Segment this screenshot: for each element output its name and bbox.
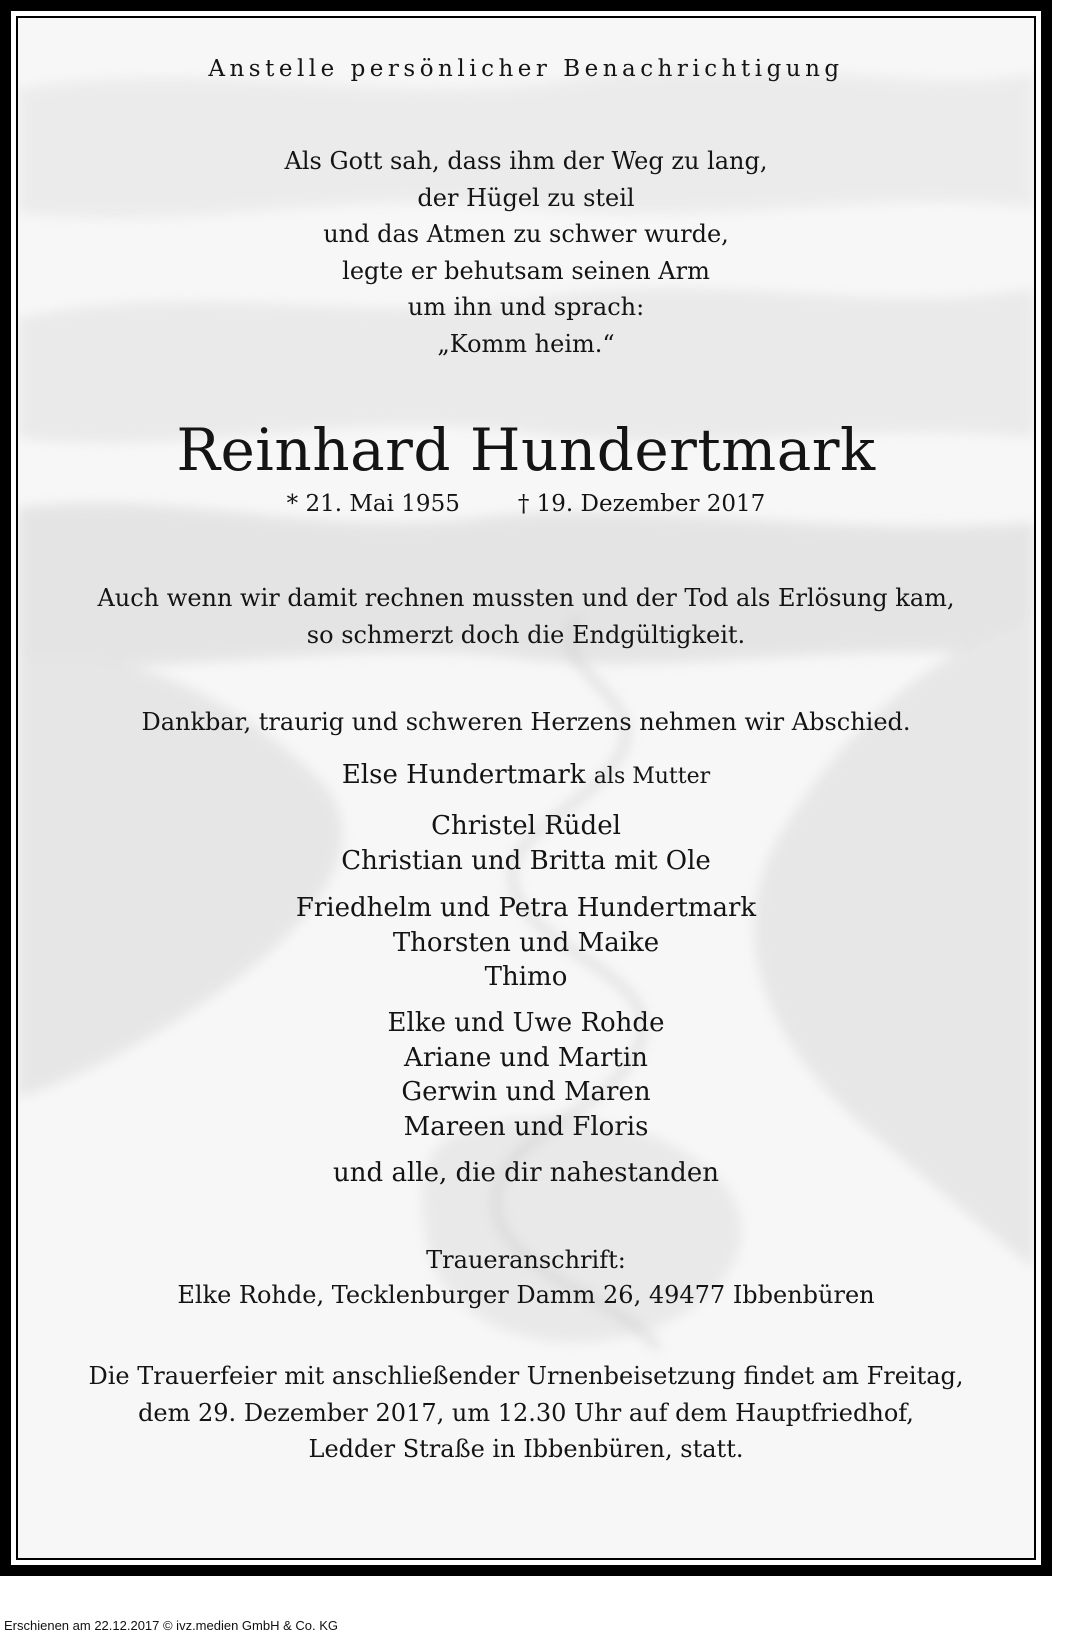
- condolence-message: [18, 580, 1034, 654]
- mourner-name: Ariane und Martin: [404, 1042, 648, 1073]
- farewell-line: Dankbar, traurig und schweren Herzens nehmen wir Abschied.: [141, 708, 911, 736]
- ceremony-line: Ledder Straße in Ibbenbüren, statt.: [308, 1435, 744, 1463]
- mourner-name: Friedhelm und Petra Hundertmark: [295, 893, 757, 923]
- poem: [18, 143, 1034, 362]
- poem-line: und das Atmen zu schwer wurde,: [323, 220, 729, 248]
- mourner-name: Christian und Britta mit Ole: [341, 846, 711, 876]
- notice-header: Anstelle persönlicher Benachrichtigung: [208, 56, 844, 82]
- mourner-group-1: [18, 809, 1034, 879]
- ceremony-line: dem 29. Dezember 2017, um 12.30 Uhr auf dem Hauptfriedhof,: [138, 1398, 914, 1427]
- obituary-notice: [16, 16, 1036, 1560]
- mourner-group-3: [18, 1006, 1034, 1144]
- obituary-frame-gap: [11, 11, 1041, 1565]
- poem-line: legte er behutsam seinen Arm: [342, 256, 710, 285]
- mourner-mother: [18, 760, 1034, 790]
- death-date: † 19. Dezember 2017: [517, 491, 766, 517]
- poem-line: Als Gott sah, dass ihm der Weg zu lang,: [284, 147, 768, 175]
- birth-date: * 21. Mai 1955: [286, 491, 460, 517]
- mother-role: als Mutter: [593, 764, 711, 789]
- mourner-name: Mareen und Floris: [403, 1111, 649, 1142]
- mourner-name: Gerwin und Maren: [401, 1077, 651, 1107]
- address-value: Elke Rohde, Tecklenburger Damm 26, 49477 Ibbenbüren: [177, 1281, 875, 1309]
- obituary-text: [18, 18, 1034, 1558]
- deceased-name: Reinhard Hundertmark: [176, 416, 876, 484]
- mourner-name: Elke und Uwe Rohde: [387, 1008, 665, 1038]
- poem-line: der Hügel zu steil: [417, 183, 635, 212]
- mother-name: Else Hundertmark: [341, 760, 586, 790]
- mourner-name: Thimo: [484, 962, 568, 992]
- ceremony-line: Die Trauerfeier mit anschließender Urnenbeisetzung findet am Freitag,: [88, 1362, 964, 1390]
- ceremony-details: [18, 1358, 1034, 1468]
- message-line: so schmerzt doch die Endgültigkeit.: [306, 621, 746, 649]
- poem-line: „Komm heim.“: [437, 329, 615, 358]
- message-line: Auch wenn wir damit rechnen mussten und der Tod als Erlösung kam,: [97, 584, 955, 612]
- life-dates: [18, 491, 1034, 517]
- mourners-closing: und alle, die dir nahestanden: [333, 1158, 719, 1188]
- mourner-name: Thorsten und Maike: [392, 927, 660, 958]
- publication-footer: Erschienen am 22.12.2017 © ivz.medien GmbH & Co. KG: [4, 1618, 339, 1633]
- poem-line: um ihn und sprach:: [407, 293, 645, 321]
- mourner-group-2: [18, 891, 1034, 995]
- address-label: Traueranschrift:: [426, 1246, 626, 1274]
- mourner-name: Christel Rüdel: [431, 811, 621, 841]
